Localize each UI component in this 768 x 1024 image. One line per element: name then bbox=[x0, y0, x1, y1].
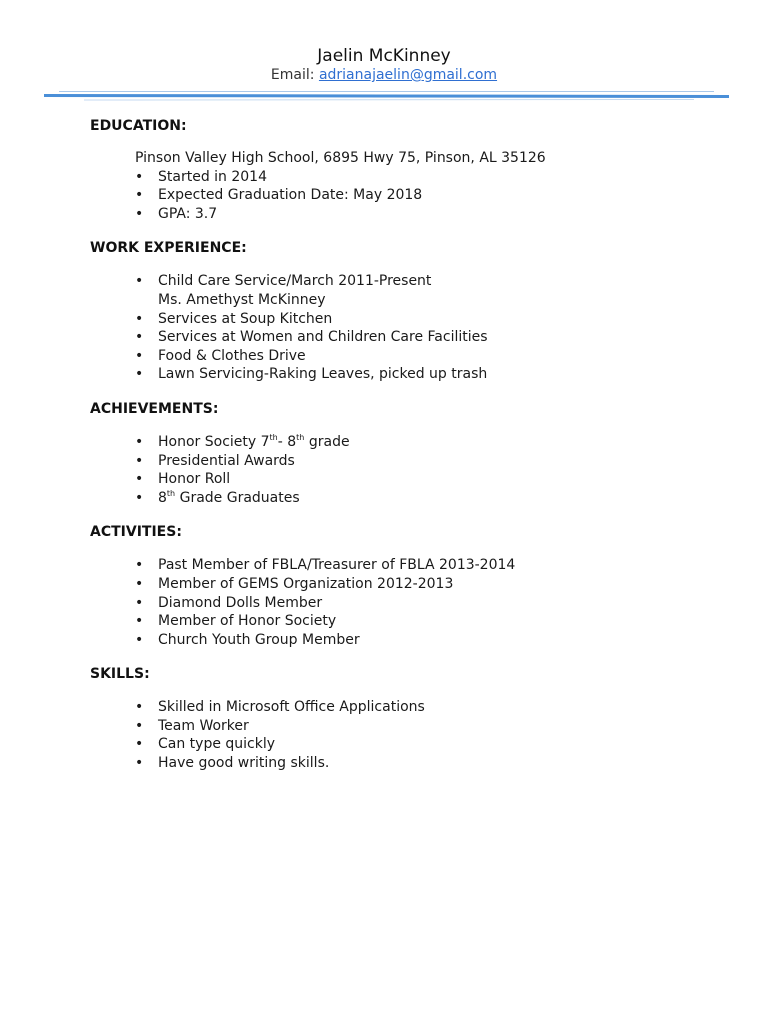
skills-section bbox=[90, 665, 730, 772]
bullet-icon: • bbox=[135, 717, 144, 734]
skills-heading: SKILLS: bbox=[90, 666, 150, 683]
achievements-section bbox=[90, 400, 730, 507]
list-item: • Past Member of FBLA/Treasurer of FBLA 2013-2014 bbox=[135, 557, 516, 574]
list-item: • Skilled in Microsoft Office Applications bbox=[135, 699, 425, 716]
list-item: • Honor Roll bbox=[135, 471, 231, 488]
bullet-icon: • bbox=[135, 471, 144, 488]
school-line: Pinson Valley High School, 6895 Hwy 75, Pinson, AL 35126 bbox=[135, 150, 546, 166]
bullet-icon: • bbox=[135, 273, 144, 290]
header-divider bbox=[44, 89, 729, 101]
list-item: • Member of GEMS Organization 2012-2013 bbox=[135, 575, 454, 592]
list-item: • Team Worker bbox=[135, 717, 249, 734]
achievements-list bbox=[90, 433, 730, 507]
education-section bbox=[90, 117, 730, 223]
email-label: Email: bbox=[270, 67, 319, 83]
list-item: • Food & Clothes Drive bbox=[135, 347, 306, 364]
bullet-icon: • bbox=[135, 452, 144, 469]
list-item: • Church Youth Group Member bbox=[135, 631, 360, 648]
skills-list bbox=[90, 698, 730, 772]
list-item: • Services at Women and Children Care Facilities bbox=[135, 329, 488, 346]
achievements-heading: ACHIEVEMENTS: bbox=[90, 400, 219, 417]
work-section bbox=[90, 239, 730, 384]
list-item: • Expected Graduation Date: May 2018 bbox=[135, 187, 423, 204]
bullet-icon: • bbox=[135, 433, 144, 450]
bullet-icon: • bbox=[135, 631, 144, 648]
bullet-icon: • bbox=[135, 699, 144, 716]
list-item: • Lawn Servicing-Raking Leaves, picked up trash bbox=[135, 366, 488, 383]
education-list bbox=[90, 168, 730, 224]
email-line bbox=[0, 66, 768, 85]
list-item: • Can type quickly bbox=[135, 736, 276, 753]
work-list bbox=[90, 272, 730, 384]
list-item: • GPA: 3.7 bbox=[135, 205, 218, 222]
work-heading: WORK EXPERIENCE: bbox=[90, 240, 247, 257]
bullet-icon: • bbox=[135, 755, 144, 772]
list-item: • Services at Soup Kitchen bbox=[135, 310, 333, 327]
bullet-icon: • bbox=[135, 489, 144, 506]
bullet-icon: • bbox=[135, 736, 144, 753]
bullet-icon: • bbox=[135, 594, 144, 611]
email-link[interactable]: adrianajaelin@gmail.com bbox=[318, 67, 498, 83]
list-item: • Started in 2014 bbox=[135, 168, 267, 185]
list-item: • Honor Society 7th- 8th grade bbox=[135, 432, 350, 450]
bullet-icon: • bbox=[135, 557, 144, 574]
activities-heading: ACTIVITIES: bbox=[90, 524, 182, 541]
activities-list bbox=[90, 556, 730, 649]
bullet-icon: • bbox=[135, 329, 144, 346]
list-item: • 8th Grade Graduates bbox=[135, 488, 300, 506]
list-item: • Child Care Service/March 2011-Present Ms. Amethyst McKinney bbox=[135, 272, 730, 309]
activities-section bbox=[90, 523, 730, 649]
bullet-icon: • bbox=[135, 366, 144, 383]
candidate-name: Jaelin McKinney bbox=[317, 46, 451, 66]
bullet-icon: • bbox=[135, 310, 144, 327]
education-heading: EDUCATION: bbox=[90, 118, 187, 134]
bullet-icon: • bbox=[135, 168, 144, 185]
resume-content bbox=[90, 117, 730, 789]
employer-name: Ms. Amethyst McKinney bbox=[158, 291, 326, 308]
bullet-icon: • bbox=[135, 347, 144, 364]
list-item: • Presidential Awards bbox=[135, 452, 295, 469]
bullet-icon: • bbox=[135, 205, 144, 222]
bullet-icon: • bbox=[135, 575, 144, 592]
list-item: • Member of Honor Society bbox=[135, 613, 337, 630]
bullet-icon: • bbox=[135, 187, 144, 204]
bullet-icon: • bbox=[135, 613, 144, 630]
list-item: • Diamond Dolls Member bbox=[135, 594, 323, 611]
list-item: • Have good writing skills. bbox=[135, 755, 330, 772]
